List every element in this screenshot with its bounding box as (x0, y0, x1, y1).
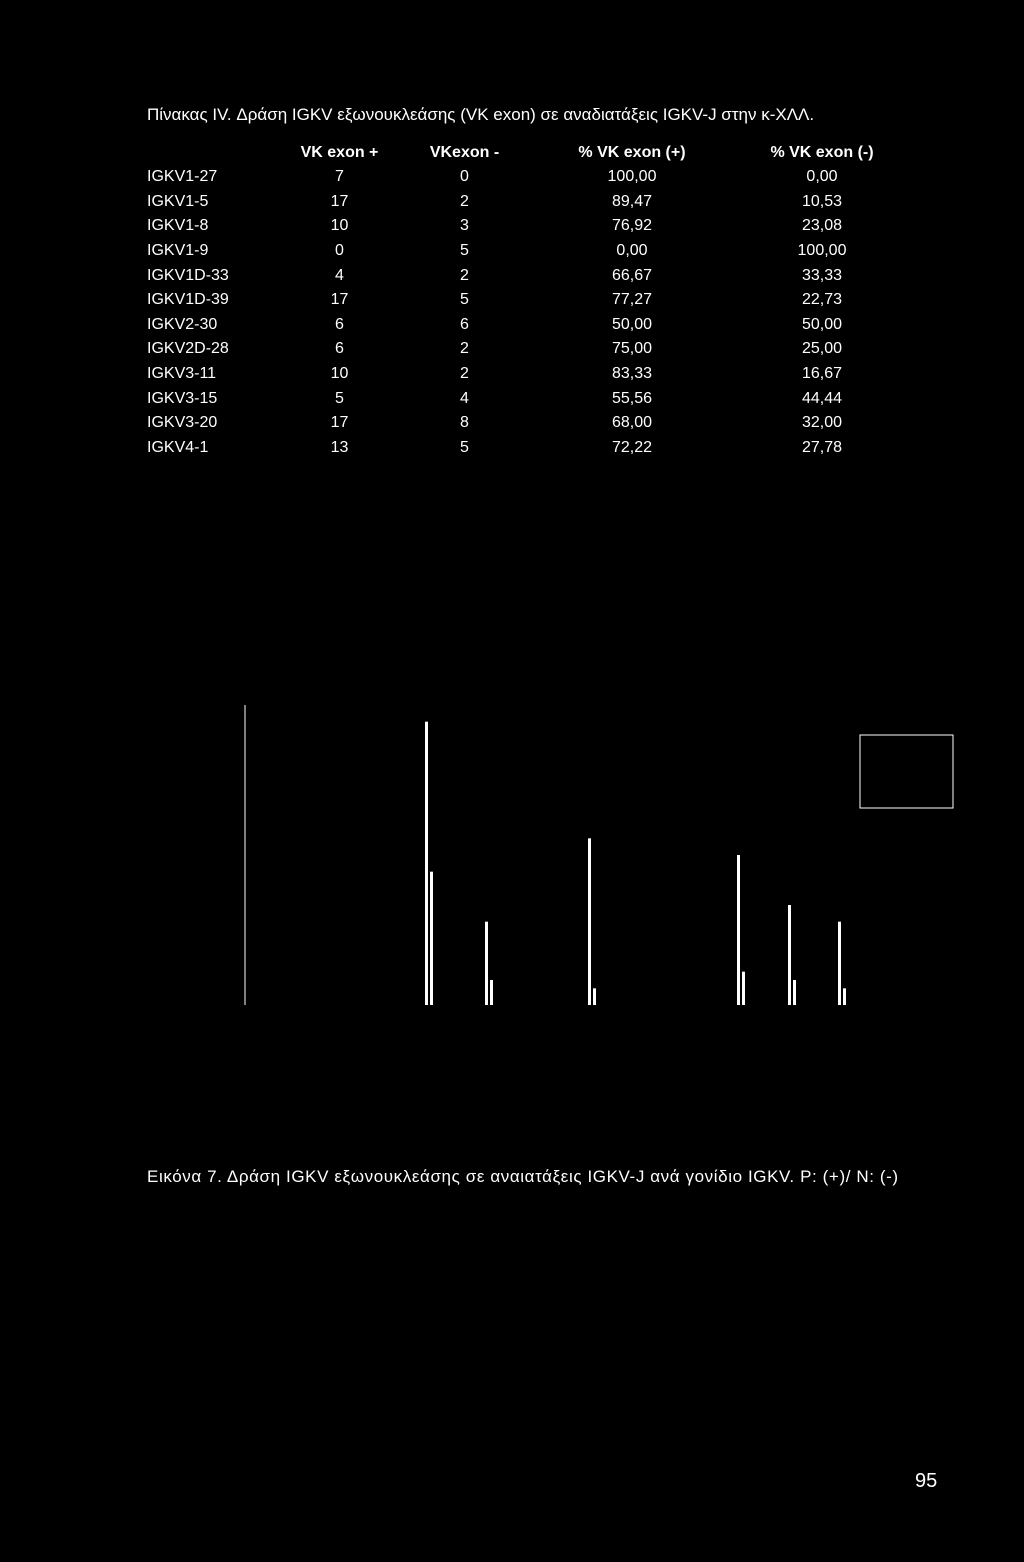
value-cell: 0,00 (616, 242, 648, 260)
value-cell: 7 (335, 168, 344, 186)
value-cell: 100,00 (797, 242, 847, 260)
value-cell: 100,00 (607, 168, 657, 186)
table-row (147, 313, 917, 338)
value-cell: 2 (460, 340, 469, 358)
value-cell: 76,92 (611, 217, 653, 235)
value-cell: 22,73 (801, 291, 843, 309)
value-cell: 55,56 (611, 389, 653, 407)
data-table (147, 141, 917, 460)
bar-g6-1 (838, 922, 841, 1005)
value-cell: 5 (335, 389, 344, 407)
legend-box (860, 735, 953, 808)
value-cell: 16,67 (801, 365, 843, 383)
value-cell: 44,44 (801, 389, 843, 407)
table-row (147, 386, 917, 411)
header-vk-exon-plus: VK exon + (300, 144, 379, 161)
value-cell: 33,33 (801, 266, 843, 284)
value-cell: 17 (330, 192, 349, 210)
value-cell: 6 (335, 340, 344, 358)
value-cell: 17 (330, 291, 349, 309)
value-cell: 0,00 (806, 168, 838, 186)
table-row (147, 362, 917, 387)
table-row (147, 190, 917, 215)
value-cell: 77,27 (611, 291, 653, 309)
value-cell: 3 (460, 217, 469, 235)
value-cell: 13 (330, 438, 349, 456)
bar-g1-1 (425, 722, 428, 1005)
bar-g5-1 (788, 905, 791, 1005)
gene-cell: IGKV1-9 (147, 242, 209, 260)
bar-g2-2 (490, 980, 493, 1005)
table-row (147, 239, 917, 264)
value-cell: 5 (460, 438, 469, 456)
value-cell: 6 (335, 315, 344, 333)
value-cell: 8 (460, 414, 469, 432)
bar-g1-2 (430, 872, 433, 1005)
header-vk-exon-minus: VKexon - (429, 144, 500, 161)
exonuclease-bar-chart (230, 695, 960, 1015)
gene-cell: IGKV2-30 (147, 315, 218, 333)
value-cell: 0 (335, 242, 344, 260)
table-title: Πίνακας IV. Δράση IGKV εξωνουκλεάσης (VK exon) σε αναδιατάξεις IGKV-J στην κ-ΧΛΛ. (147, 105, 815, 124)
value-cell: 68,00 (611, 414, 653, 432)
gene-cell: IGKV3-11 (147, 365, 217, 383)
header-percent-minus: % VK exon (-) (770, 144, 874, 161)
value-cell: 89,47 (611, 192, 653, 210)
table-row (147, 288, 917, 313)
bar-g3-1 (588, 838, 591, 1005)
gene-cell: IGKV1-8 (147, 217, 209, 235)
value-cell: 0 (460, 168, 469, 186)
table-row (147, 214, 917, 239)
table-row (147, 411, 917, 436)
value-cell: 5 (460, 242, 469, 260)
table-header-row (147, 141, 917, 165)
page-number: 95 (915, 1470, 938, 1492)
bar-g3-2 (593, 988, 596, 1005)
gene-cell: IGKV3-15 (147, 389, 218, 407)
value-cell: 5 (460, 291, 469, 309)
value-cell: 23,08 (801, 217, 843, 235)
value-cell: 25,00 (801, 340, 843, 358)
table-row (147, 436, 917, 461)
value-cell: 4 (460, 389, 469, 407)
value-cell: 83,33 (611, 365, 653, 383)
value-cell: 50,00 (611, 315, 653, 333)
bar-g4-1 (737, 855, 740, 1005)
gene-cell: IGKV1-5 (147, 192, 209, 210)
value-cell: 32,00 (801, 414, 843, 432)
table-row (147, 337, 917, 362)
figure-caption: Εικόνα 7. Δράση IGKV εξωνουκλεάσης σε αναιατάξεις IGKV-J ανά γονίδιο IGKV. P: (+)/ N: (-) (147, 1167, 899, 1186)
gene-cell: IGKV4-1 (147, 438, 209, 456)
table-row (147, 263, 917, 288)
bar-g6-2 (843, 988, 846, 1005)
header-gene (147, 141, 287, 165)
value-cell: 72,22 (611, 438, 653, 456)
value-cell: 17 (330, 414, 349, 432)
value-cell: 6 (460, 315, 469, 333)
value-cell: 2 (460, 192, 469, 210)
gene-cell: IGKV1-27 (147, 168, 218, 186)
gene-cell: IGKV1D-39 (147, 291, 229, 309)
value-cell: 75,00 (611, 340, 653, 358)
value-cell: 10,53 (801, 192, 843, 210)
value-cell: 2 (460, 266, 469, 284)
value-cell: 2 (460, 365, 469, 383)
bar-g2-1 (485, 922, 488, 1005)
gene-cell: IGKV2D-28 (147, 340, 229, 358)
value-cell: 10 (330, 217, 349, 235)
gene-cell: IGKV1D-33 (147, 266, 229, 284)
value-cell: 10 (330, 365, 349, 383)
value-cell: 50,00 (801, 315, 843, 333)
value-cell: 4 (335, 266, 344, 284)
table-body (147, 165, 917, 460)
header-percent-plus: % VK exon (+) (578, 144, 686, 161)
value-cell: 66,67 (611, 266, 653, 284)
bar-g4-2 (742, 972, 745, 1005)
table-row (147, 165, 917, 190)
gene-cell: IGKV3-20 (147, 414, 218, 432)
value-cell: 27,78 (801, 438, 843, 456)
bar-g5-2 (793, 980, 796, 1005)
